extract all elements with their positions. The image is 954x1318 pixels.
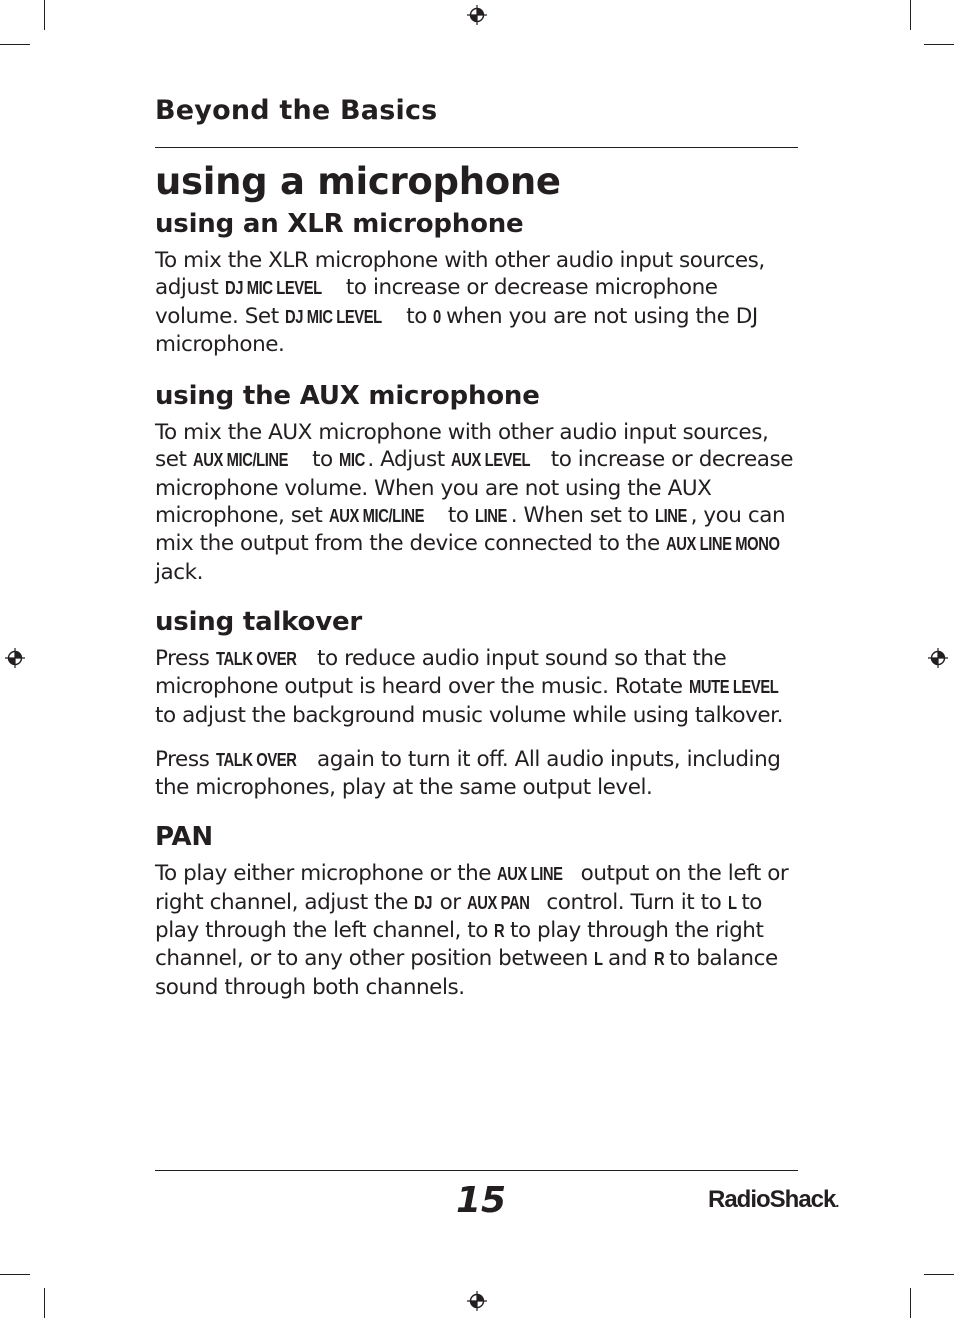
sections-container — [155, 208, 805, 1001]
text-run: and — [601, 946, 654, 972]
text-line — [155, 645, 805, 673]
text-run: again to turn it off. All audio inputs, including — [310, 746, 781, 772]
text-run: to balance — [662, 946, 778, 972]
footer-rule — [155, 1170, 798, 1171]
crop-mark — [910, 1288, 911, 1318]
text-line — [155, 419, 805, 446]
control-name: TALK OVER — [215, 749, 297, 770]
control-name: DJ — [414, 892, 433, 913]
crop-mark — [44, 0, 45, 30]
registration-mark-icon — [5, 648, 25, 668]
section — [155, 380, 805, 586]
page-title: using a microphone — [155, 160, 561, 203]
text-line — [155, 974, 805, 1001]
text-line — [155, 530, 805, 558]
crop-mark — [0, 1274, 30, 1275]
text-line — [155, 945, 805, 973]
registration-mark-icon — [928, 648, 948, 668]
control-name: R — [494, 921, 505, 942]
control-name: L — [594, 949, 603, 970]
text-run: microphone. — [155, 331, 285, 357]
text-line — [155, 559, 805, 586]
control-name: AUX LEVEL — [451, 450, 531, 471]
section-header: Beyond the Basics — [155, 95, 438, 126]
text-run: to adjust the background music volume while using talkover. — [155, 702, 783, 728]
control-name: AUX LINE — [497, 864, 564, 885]
brand-logo — [708, 1186, 838, 1214]
section — [155, 208, 805, 358]
crop-mark — [924, 1274, 954, 1275]
header-rule — [155, 147, 798, 148]
control-name: AUX PAN — [467, 892, 530, 913]
paragraph — [155, 860, 805, 1000]
control-name: AUX MIC/LINE — [192, 450, 289, 471]
text-line — [155, 303, 805, 331]
text-run: microphone volume. When you are not using the AUX — [155, 475, 712, 501]
control-name: AUX LINE MONO — [666, 534, 780, 555]
control-name: DJ MIC LEVEL — [285, 306, 382, 327]
control-name: R — [653, 949, 664, 970]
text-run: to increase or decrease — [544, 447, 793, 473]
section-heading: using the AUX microphone — [155, 381, 540, 412]
brand-name: RadioShack — [708, 1186, 836, 1213]
text-run: jack. — [155, 559, 204, 585]
text-run: output on the left or — [574, 861, 789, 887]
text-line — [155, 446, 805, 474]
paragraph — [155, 419, 805, 586]
text-run: set — [155, 447, 193, 473]
text-run: To play either microphone or the — [155, 861, 498, 887]
section-heading: using an XLR microphone — [155, 209, 524, 239]
control-name: LINE — [654, 506, 687, 527]
text-run: To mix the XLR microphone with other audio input sources, — [155, 248, 765, 273]
crop-mark — [910, 0, 911, 30]
text-run: mix the output from the device connected to the — [155, 531, 667, 557]
text-run: , you can — [690, 503, 786, 529]
text-run: to play through the right — [503, 918, 764, 944]
text-run: channel, or to any other position between — [155, 946, 595, 972]
control-name: LINE — [474, 506, 507, 527]
text-line — [155, 247, 805, 274]
section — [155, 821, 805, 1000]
text-run: . When set to — [510, 503, 655, 529]
text-run: . Adjust — [367, 447, 452, 473]
control-name: TALK OVER — [215, 648, 297, 669]
text-run: to — [305, 447, 340, 473]
registration-mark-icon — [467, 5, 487, 25]
crop-mark — [44, 1288, 45, 1318]
text-run: volume. Set — [155, 303, 286, 329]
text-run: To mix the AUX microphone with other audio input sources, — [155, 420, 769, 446]
text-line — [155, 475, 805, 502]
text-run: or — [433, 889, 468, 915]
text-run: sound through both channels. — [155, 974, 465, 1000]
text-run: control. Turn it to — [540, 889, 728, 915]
text-line — [155, 889, 805, 917]
text-line — [155, 331, 805, 358]
text-run: microphone output is heard over the music. Rotate — [155, 674, 689, 700]
text-run: to — [399, 303, 434, 329]
control-name: 0 — [433, 306, 442, 327]
text-run: to — [734, 889, 763, 915]
text-run: play through the left channel, to — [155, 918, 495, 944]
text-line — [155, 774, 805, 801]
paragraph — [155, 247, 805, 358]
page-number: 15 — [456, 1180, 507, 1221]
text-run: to reduce audio input sound so that the — [310, 645, 727, 671]
brand-mark: . — [835, 1194, 839, 1210]
control-name: DJ MIC LEVEL — [224, 278, 322, 299]
text-run: to — [441, 503, 475, 529]
text-line — [155, 917, 805, 945]
control-name: MUTE LEVEL — [688, 677, 779, 698]
section-heading: PAN — [155, 822, 213, 853]
text-run: when you are not using the DJ — [439, 303, 758, 329]
text-line — [155, 673, 805, 701]
text-run: to increase or decrease microphone — [339, 275, 718, 301]
paragraph — [155, 746, 805, 802]
control-name: AUX MIC/LINE — [328, 506, 424, 527]
crop-mark — [0, 44, 30, 45]
crop-mark — [924, 44, 954, 45]
control-name: MIC — [339, 450, 365, 471]
text-run: right channel, adjust the — [155, 889, 415, 915]
registration-mark-icon — [467, 1291, 487, 1311]
main-content — [155, 160, 805, 1001]
text-run: the microphones, play at the same output level. — [155, 775, 653, 801]
text-line — [155, 702, 805, 729]
control-name: L — [727, 892, 737, 913]
text-run: Press — [155, 645, 216, 671]
text-run: microphone, set — [155, 503, 329, 529]
section-heading: using talkover — [155, 606, 363, 637]
text-line — [155, 860, 805, 888]
section — [155, 606, 805, 801]
text-line — [155, 502, 805, 530]
text-run: adjust — [155, 275, 225, 301]
text-line — [155, 274, 805, 302]
text-run: Press — [155, 746, 216, 772]
paragraph — [155, 645, 805, 729]
text-line — [155, 746, 805, 774]
